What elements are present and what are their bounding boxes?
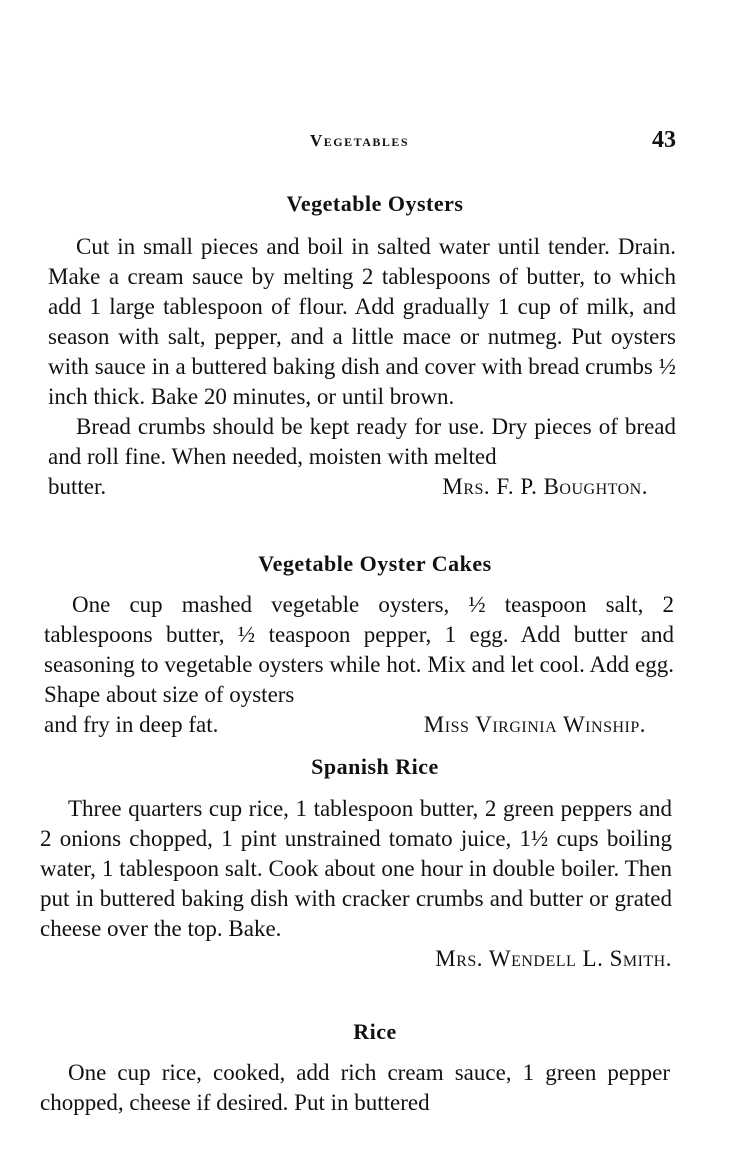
recipe-last-line: butter. (48, 474, 107, 499)
recipe-paragraph: Bread crumbs should be kept ready for use. Dry pieces of bread and roll fine. When needed, moisten with melted (48, 414, 676, 469)
recipe-last-line: and fry in deep fat. (44, 712, 219, 737)
recipe-title-spanish-rice: Spanish Rice (311, 754, 439, 779)
recipe-title-rice: Rice (353, 1019, 397, 1044)
recipe-attribution: Mrs. F. P. Boughton. (442, 474, 648, 499)
recipe-body-vegetable-oyster-cakes (44, 590, 674, 740)
attribution-line (48, 472, 676, 502)
recipe-paragraph: One cup rice, cooked, add rich cream sauce, 1 green pepper chopped, cheese if desired. Put in buttered (40, 1060, 670, 1115)
attribution-line (44, 710, 674, 740)
recipe-paragraph: Cut in small pieces and boil in salted water until tender. Drain. Make a cream sauce by melting 2 tablespoons of butter, to which add 1 large tablespoon of flour. Add gradually 1 cup of milk, and season with salt, pepper, and a little mace or nutmeg. Put oysters with sauce in a buttered baking dish and cover with bread crumbs ½ inch thick. Bake 20 minutes, or until brown. (48, 234, 676, 409)
recipe-paragraph: One cup mashed vegetable oysters, ½ teaspoon salt, 2 tablespoons butter, ½ teaspoon pepper, 1 egg. Add butter and seasoning to vegetable oysters while hot. Mix and let cool. Add egg. Shape about size of oysters (44, 592, 674, 707)
recipe-attribution: Mrs. Wendell L. Smith. (435, 946, 672, 971)
running-head (0, 127, 750, 161)
running-title: Vegetables (310, 131, 410, 150)
page-number: 43 (652, 127, 676, 153)
attribution-line (40, 944, 672, 974)
recipe-body-rice (40, 1058, 670, 1118)
recipe-paragraph: Three quarters cup rice, 1 tablespoon butter, 2 green peppers and 2 onions chopped, 1 pint unstrained tomato juice, 1½ cups boiling water, 1 tablespoon salt. Cook about one hour in double boiler. Then put in buttered baking dish with cracker crumbs and butter or grated cheese over the top. Bake. (40, 796, 672, 941)
recipe-body-spanish-rice (40, 794, 672, 974)
recipe-attribution: Miss Virginia Winship. (423, 712, 646, 737)
recipe-body-vegetable-oysters (48, 232, 676, 502)
recipe-title-vegetable-oysters: Vegetable Oysters (286, 191, 464, 216)
recipe-title-vegetable-oyster-cakes: Vegetable Oyster Cakes (258, 551, 492, 576)
